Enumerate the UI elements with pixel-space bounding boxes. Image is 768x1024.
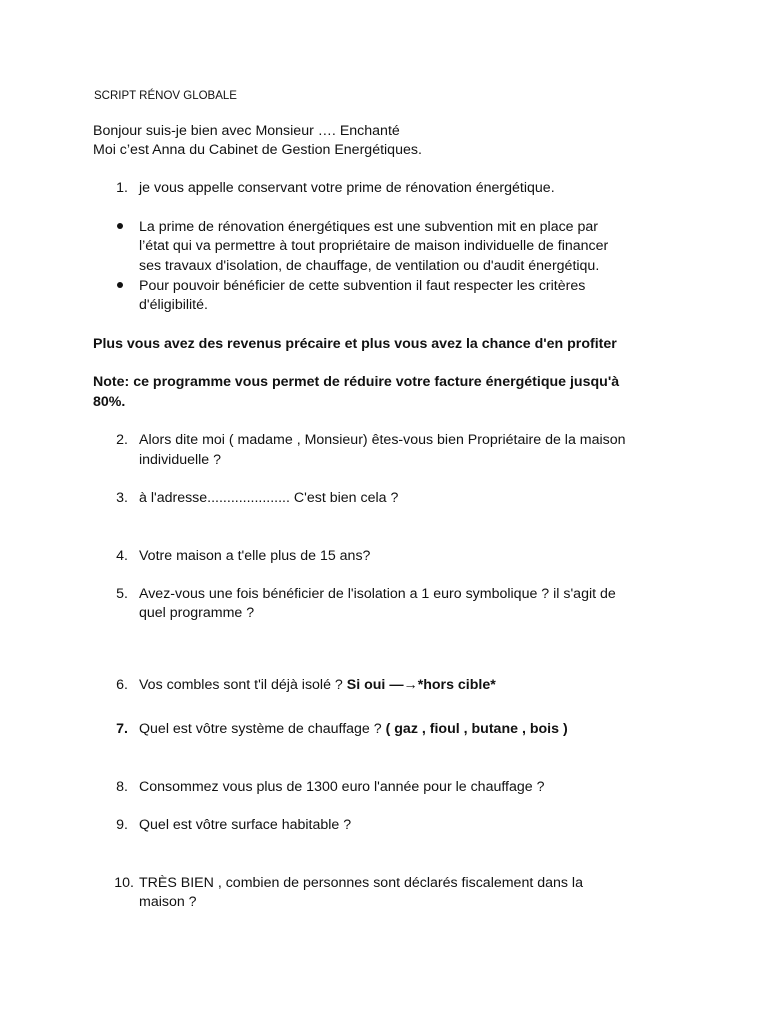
question-6-text [139,675,496,695]
question-7-question: Quel est vôtre système de chauffage ? [139,721,386,737]
question-3-text: à l'adresse..................... C'est bien cela ? [139,490,399,506]
question-6-question: Vos combles sont t'il déjà isolé ? [139,677,347,693]
question-7-text [139,719,568,739]
question-5-line-2: quel programme ? [139,605,255,621]
question-4-text: Votre maison a t'elle plus de 15 ans? [139,548,371,564]
bullet-1-line-1: La prime de rénovation énergétiques est une subvention mit en place par [139,219,599,235]
question-8-text: Consommez vous plus de 1300 euro l'année pour le chauffage ? [139,779,545,795]
bullet-2-line-2: d'éligibilité. [139,297,208,313]
document-title: SCRIPT RÉNOV GLOBALE [94,90,237,102]
question-10-line-1: TRÈS BIEN , combien de personnes sont déclarés fiscalement dans la [139,875,583,891]
question-10-line-2: maison ? [139,894,197,910]
greeting-line-1: Bonjour suis-je bien avec Monsieur …. Enchanté [93,123,400,139]
greeting-line-2: Moi c’est Anna du Cabinet de Gestion Energétiques. [93,142,422,158]
question-2-number: 2. [116,432,128,448]
bullet-1-line-3: ses travaux d'isolation, de chauffage, de ventilation ou d'audit énergétiqu. [139,258,600,274]
question-9-text: Quel est vôtre surface habitable ? [139,817,352,833]
item-1-text: je vous appelle conservant votre prime de rénovation énergétique. [139,180,555,196]
question-5-number: 5. [116,586,128,602]
bullet-marker [117,223,123,229]
question-10-number: 10. [114,875,134,891]
question-5-line-1: Avez-vous une fois bénéficier de l'isolation a 1 euro symbolique ? il s'agit de [139,586,616,602]
bold-statement: Plus vous avez des revenus précaire et plus vous avez la chance d'en profiter [93,336,617,352]
question-8-number: 8. [116,779,128,795]
question-7-number: 7. [116,721,128,737]
bullet-2-line-1: Pour pouvoir bénéficier de cette subvention il faut respecter les critères [139,278,586,294]
bullet-marker [117,282,123,288]
question-9-number: 9. [116,817,128,833]
note-line-1: Note: ce programme vous permet de réduire votre facture énergétique jusqu'à [93,374,620,390]
question-3-number: 3. [116,490,128,506]
question-7-bold: ( gaz , fioul , butane , bois ) [385,721,568,737]
question-6-bold: Si oui —→*hors cible* [346,677,496,693]
note-line-2: 80%. [93,394,126,410]
question-6-number: 6. [116,677,128,693]
question-4-number: 4. [116,548,128,564]
question-2-line-1: Alors dite moi ( madame , Monsieur) êtes-vous bien Propriétaire de la maison [139,432,626,448]
item-1-number: 1. [116,180,128,196]
bullet-1-line-2: l’état qui va permettre à tout propriétaire de maison individuelle de financer [139,238,609,254]
question-2-line-2: individuelle ? [139,452,222,468]
